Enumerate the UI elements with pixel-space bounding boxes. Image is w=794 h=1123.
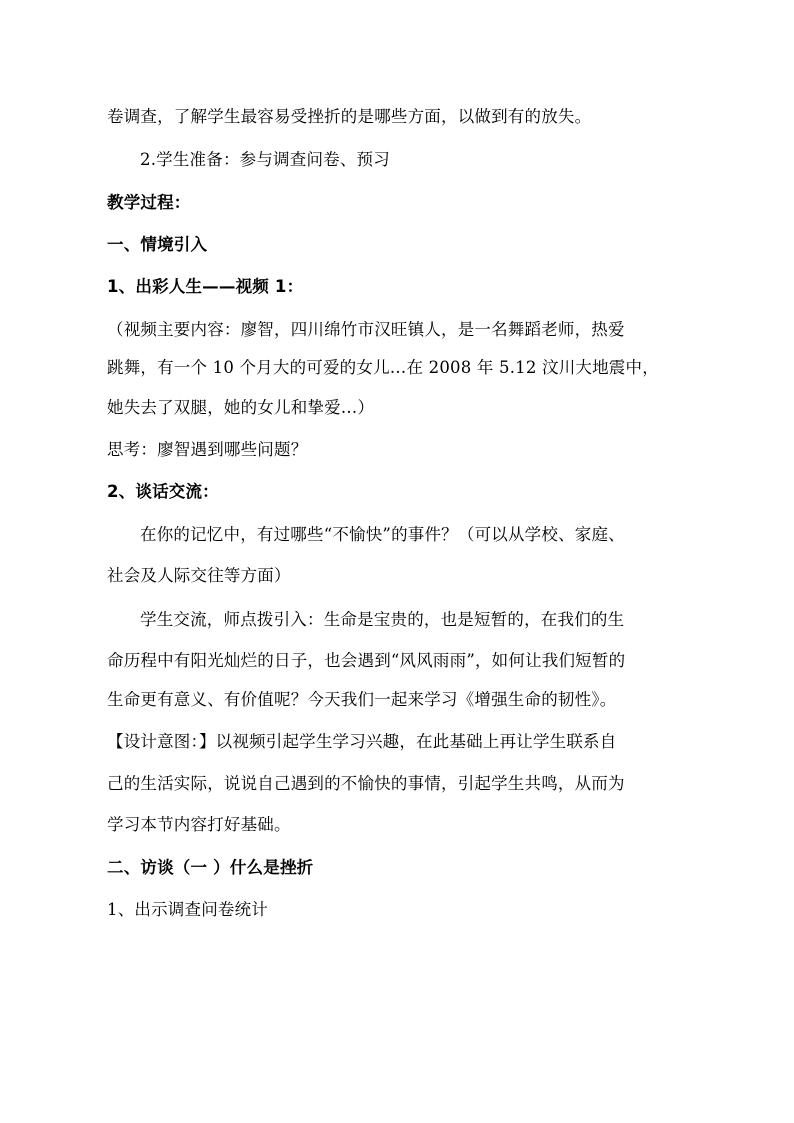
- subsection-heading: 1、出彩人生——视频 1：: [107, 277, 304, 296]
- design-intent-line: 【设计意图：】以视频引起学生学习兴趣，在此基础上再让学生联系自: [107, 732, 617, 751]
- section-heading: 二、访谈（一 ）什么是挫折: [107, 858, 314, 877]
- paragraph-line: 卷调查，了解学生最容易受挫折的是哪些方面，以做到有的放失。: [107, 107, 592, 126]
- paragraph-line: 跳舞，有一个 10 个月大的可爱的女儿…在 2008 年 5.12 汶川大地震中，: [107, 358, 659, 377]
- paragraph-line: 生命更有意义、有价值呢？今天我们一起来学习《增强生命的韧性》。: [107, 690, 617, 709]
- paragraph-line: 学生交流，师点拨引入：生命是宝贵的，也是短暂的，在我们的生: [140, 610, 625, 629]
- paragraph-line: 学习本节内容打好基础。: [107, 815, 291, 834]
- paragraph-line: 1、出示调查问卷统计: [107, 900, 268, 919]
- paragraph-line: 命历程中有阳光灿烂的日子，也会遇到“风风雨雨”，如何让我们短暂的: [107, 651, 626, 670]
- paragraph-line: 在你的记忆中，有过哪些“不愉快”的事件？（可以从学校、家庭、: [140, 525, 625, 544]
- paragraph-line: 她失去了双腿，她的女儿和挚爱…）: [107, 398, 375, 417]
- section-heading: 教学过程：: [107, 193, 191, 212]
- paragraph-line: 己的生活实际，说说自己遇到的不愉快的事情，引起学生共鸣，从而为: [107, 774, 625, 793]
- section-heading: 一、情境引入: [107, 235, 208, 254]
- paragraph-line: （视频主要内容：廖智，四川绵竹市汉旺镇人，是一名舞蹈老师，热爱: [107, 320, 625, 339]
- paragraph-line: 思考：廖智遇到哪些问题？: [107, 440, 308, 459]
- paragraph-line: 社会及人际交往等方面）: [107, 566, 291, 585]
- subsection-heading: 2、谈话交流：: [107, 482, 219, 501]
- paragraph-line: 2.学生准备：参与调查问卷、预习: [140, 150, 390, 169]
